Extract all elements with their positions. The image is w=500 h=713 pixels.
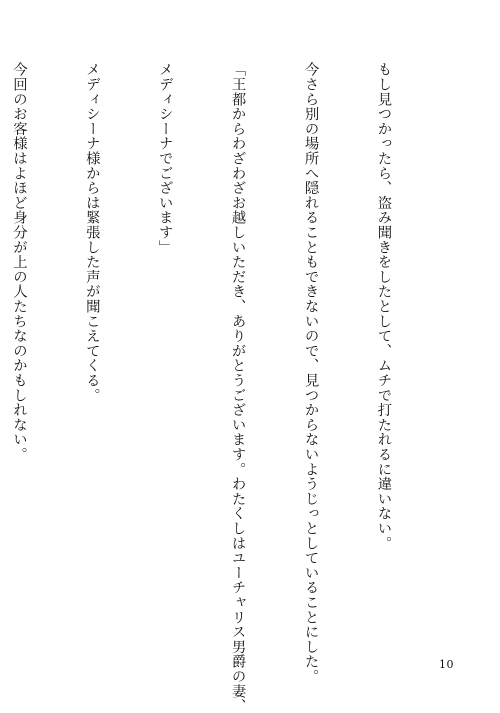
text-line: もし見つかったら、盗み聞きをしたとして、ムチで打たれるに違いない。 bbox=[375, 62, 392, 551]
text-line: メディシーナ様からは緊張した声が聞こえてくる。 bbox=[83, 62, 100, 403]
text-line: メディシーナでございます」 bbox=[156, 62, 173, 255]
vertical-text-body bbox=[0, 62, 444, 713]
text-line: 今回のお客様はよほど身分が上の人たちなのかもしれない。 bbox=[10, 62, 27, 462]
page-number: 10 bbox=[439, 658, 454, 671]
text-line: 「王都からわざわざお越しいただき、ありがとうございます。わたくしはユーチャリス男爵の妻、 bbox=[229, 62, 246, 713]
text-line: 今さら別の場所へ隠れることもできないので、見つからないようじっとしていることにした。 bbox=[302, 62, 319, 684]
